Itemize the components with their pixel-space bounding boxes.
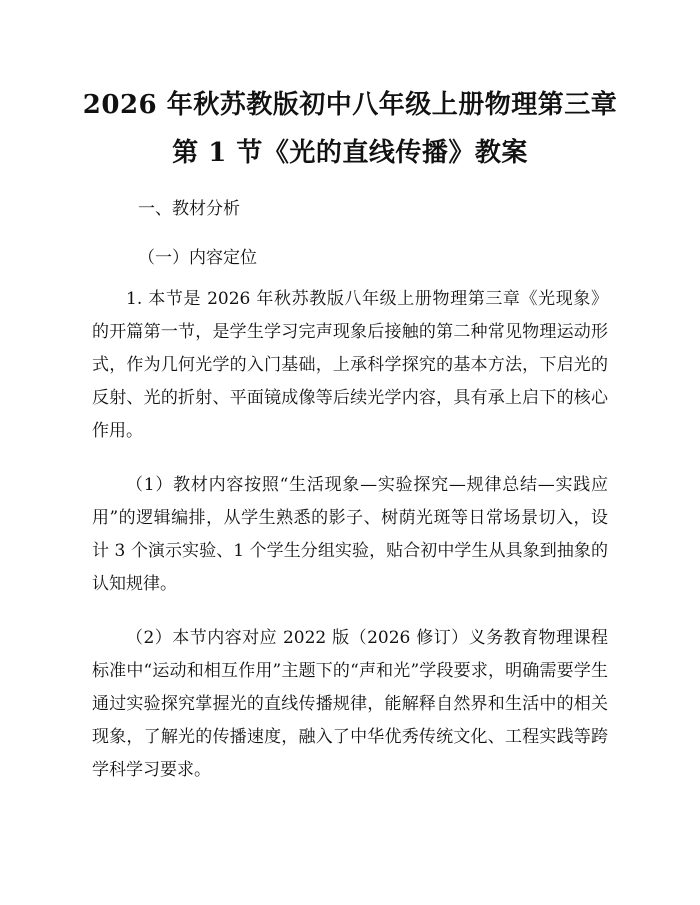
paragraph-1: 1. 本节是 2026 年秋苏教版八年级上册物理第三章《光现象》的开篇第一节，是学生学习完声现象后接触的第二种常见物理运动形式，作为几何光学的入门基础，上承科学探究的基本方法，下启光的反射、光的折射、平面镜成像等后续光学内容，具有承上启下的核心作用。 xyxy=(92,289,608,441)
document-title-line-2: 第 1 节《光的直线传播》教案 xyxy=(172,138,528,168)
paragraph-2: （1）教材内容按照“生活现象—实验探究—规律总结—实践应用”的逻辑编排，从学生熟悉的影子、树荫光斑等日常场景切入，设计 3 个演示实验、1 个学生分组实验，贴合初中学生从具象到抽象的认知规律。 xyxy=(92,475,608,594)
document-title-line-1: 2026 年秋苏教版初中八年级上册物理第三章 xyxy=(82,90,618,120)
subsection-heading: （一）内容定位 xyxy=(138,248,257,268)
section-heading: 一、教材分析 xyxy=(138,199,240,219)
paragraph-3: （2）本节内容对应 2022 版（2026 修订）义务教育物理课程标准中“运动和相互作用”主题下的“声和光”学段要求，明确需要学生通过实验探究掌握光的直线传播规律，能解释自然界和生活中的相关现象，了解光的传播速度，融入了中华优秀传统文化、工程实践等跨学科学习要求。 xyxy=(92,628,608,780)
